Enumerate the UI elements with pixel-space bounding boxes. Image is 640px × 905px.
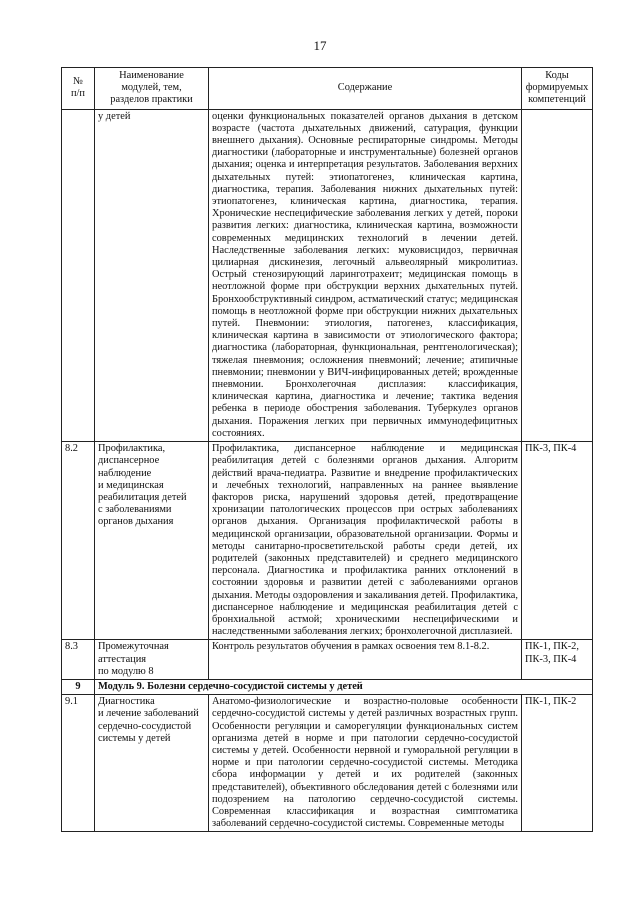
- header-num: № п/п: [62, 68, 95, 110]
- row-codes: ПК-1, ПК-2, ПК-3, ПК-4: [522, 640, 593, 680]
- table-row: [62, 695, 593, 832]
- page-number: 17: [313, 38, 327, 53]
- row-num: [62, 109, 95, 441]
- row-name: Профилактика, диспансерное наблюдение и медицинская реабилитация детей с заболеваниями органов дыхания: [95, 442, 209, 640]
- row-content: Анатомо-физиологические и возрастно-половые особенности сердечно-сосудистой системы у детей различных возрастных групп. Особенности регуляции и саморегуляции функциональных систем организма детей в норме и при патологии сердечно-сосудистой системы у детей. Особенности нервной и гуморальной регуляции в норме и при патологии сердечно-сосудистой системы. Методика сбора информации у детей и их родителей (законных представителей), объективного обследования детей с болезнями или подозрением на патологию сердечно-сосудистой системы. Современная классификация и возрастная симптоматика заболеваний сердечно-сосудистой системы. Современные методы: [209, 695, 522, 832]
- row-content: Профилактика, диспансерное наблюдение и медицинская реабилитация детей с болезнями органов дыхания. Алгоритм действий врача-педиатра. Развитие и внедрение профилактических и лечебных технологий, направленных на раннее выявление факторов риска, нарушений здоровья детей, предотвращение хронизации патологических процессов при острых заболеваниях органов дыхания. Организация профилактической работы в медицинской организации, образовательной организации. Формы и методы санитарно-просветительской работы среди детей, их родителей (законных представителей) и среднего медицинского персонала. Диагностика и профилактика ранних отклонений в состоянии здоровья и развитии детей с заболеваниями органов дыхания. Методы оздоровления и закаливания детей. Профилактика, диспансерное наблюдение и медицинская реабилитация детей с бронхиальной астмой; хроническими неспецифическими и наследственными заболевания легких; бронхолегочной дисплазией.: [209, 442, 522, 640]
- module-num: 9: [62, 679, 95, 694]
- module-row: [62, 679, 593, 694]
- row-num: 8.3: [62, 640, 95, 680]
- header-content: Содержание: [209, 68, 522, 110]
- row-codes: [522, 109, 593, 441]
- row-name: Диагностика и лечение заболеваний сердечно-сосудистой системы у детей: [95, 695, 209, 832]
- module-title: Модуль 9. Болезни сердечно-сосудистой системы у детей: [95, 679, 593, 694]
- row-codes: ПК-1, ПК-2: [522, 695, 593, 832]
- row-num: 9.1: [62, 695, 95, 832]
- header-codes: Коды формируемых компетенций: [522, 68, 593, 110]
- row-num: 8.2: [62, 442, 95, 640]
- table-header-row: [62, 68, 593, 110]
- table-row: [62, 442, 593, 640]
- row-content: Контроль результатов обучения в рамках освоения тем 8.1-8.2.: [209, 640, 522, 680]
- row-codes: ПК-3, ПК-4: [522, 442, 593, 640]
- row-content: оценки функциональных показателей органов дыхания в детском возрасте (частота дыхательных движений, сатурация, функции внешнего дыхания). Основные респираторные синдромы. Методы диагностики (лабораторные и инструментальные) болезней органов дыхания; оценка и интерпретация результатов. Заболевания верхних дыхательных путей: этиопатогенез, клиническая картина, диагностика, терапия. Заболевания нижних дыхательных путей: этиопатогенез, клиническая картина, диагностика, терапия. Хронические неспецифические заболевания легких у детей, пороки развития легких: диагностика, клиническая картина, возможности современных медицинских технологий в лечении детей. Наследственные заболевания легких: муковисцидоз, первичная цилиарная дискинезия, легочный альвеолярный микролитиаз. Острый стенозирующий ларинготрахеит; медицинская помощь в неотложной форме при обструкции верхних дыхательных путей. Бронхообструктивный синдром, астматический статус; медицинская помощь в неотложной форме при обструкции нижних дыхательных путей. Пневмонии: этиология, патогенез, классификация, клиническая картина в зависимости от этиологического фактора; диагностика (лабораторная, функциональная, рентгенологическая); тяжелая пневмония; осложнения пневмоний; лечение; атипичные пневмонии; пневмонии у ВИЧ-инфицированных детей; врожденные пневмонии. Бронхолегочная дисплазия: классификация, клиническая картина, диагностика и лечение; тактика ведения ребенка в периоде обострения заболевания. Туберкулез органов дыхания. Поражения легких при первичных иммунодефицитных состояниях.: [209, 109, 522, 441]
- header-name: Наименование модулей, тем, разделов практики: [95, 68, 209, 110]
- curriculum-table: [61, 67, 593, 832]
- row-name: Промежуточная аттестация по модулю 8: [95, 640, 209, 680]
- table-row: [62, 640, 593, 680]
- row-name: у детей: [95, 109, 209, 441]
- table-row: [62, 109, 593, 441]
